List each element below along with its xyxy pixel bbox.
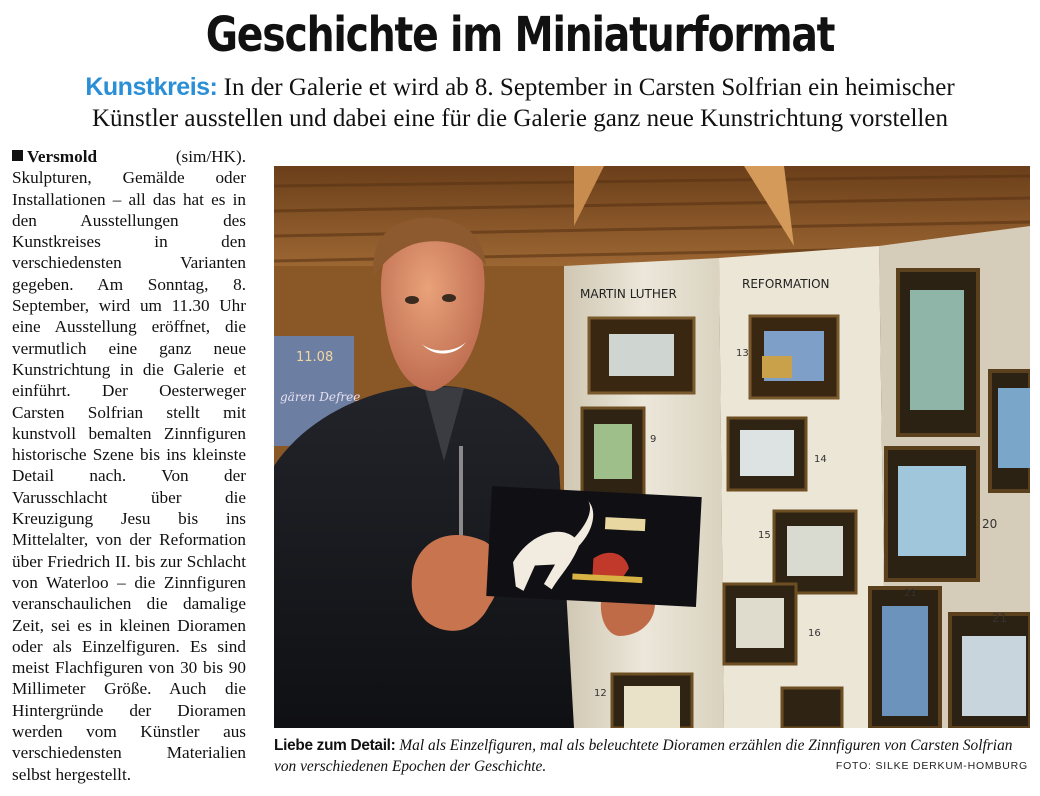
- square-bullet-icon: [12, 150, 23, 161]
- byline: (sim/HK).: [175, 147, 246, 166]
- frame-number-16: 16: [808, 628, 821, 639]
- frame-number-15: 15: [758, 530, 771, 541]
- sign-martin-luther: MARTIN LUTHER: [580, 287, 677, 301]
- sign-reformation: REFORMATION: [742, 277, 830, 291]
- frame-number-21b: 21: [992, 611, 1008, 625]
- subheadline: [40, 72, 1000, 134]
- body-text: Skulpturen, Gemälde oder Installationen – all das hat es in den Ausstellungen des Kunstkreises in den verschiedensten Varianten gegeben. Am Sonntag, 8. September, wird um 11.30 Uhr eine Ausstellung eröffnet, die vermutlich eine ganz neue Kunstrichtung in die Galerie et einführt. Der Oesterweger Carsten Solfrian stellt mit kunstvoll bemalten Zinnfiguren historische Szene bis ins kleinste Detail nach. Von der Varusschlacht über die Kreuzigung Jesu bis ins Mittelalter, von der Reformation über Friedrich II. bis zur Schlacht von Waterloo – die Zinnfiguren veranschaulichen die damalige Zeit, sei es in kleinen Dioramen oder als Einzelfiguren. Es sind meist Flachfiguren von 30 bis 90 Millimeter Größe. Auch die Hintergründe der Dioramen werden vom Künstler aus verschiedensten Materialien selbst hergestellt.: [12, 168, 246, 784]
- caption-text: Mal als Einzelfiguren, mal als beleuchtete Dioramen erzählen die Zinnfiguren von Carsten Solfrian von verschiedenen Epochen der Geschichte.: [274, 737, 1013, 775]
- poster-subtext: gären Defree: [280, 390, 361, 404]
- held-plaque: [486, 486, 701, 607]
- article-photo: [274, 166, 1030, 728]
- subhead-text: In der Galerie et wird ab 8. September in Carsten Solfrian ein heimischer Künstler ausstellen und dabei eine für die Galerie ganz neue Kunstrichtung vorstellen: [92, 74, 955, 132]
- subhead-kicker: Kunstkreis:: [85, 73, 218, 101]
- dateline: Versmold: [27, 147, 98, 166]
- frame-number-20: 20: [982, 517, 998, 531]
- article-body: [12, 146, 246, 785]
- frame-number-9: 9: [650, 434, 657, 445]
- frame-number-21a: 21: [904, 588, 917, 599]
- caption-lead: Liebe zum Detail:: [274, 737, 396, 754]
- photo-credit: FOTO: SILKE DERKUM-HOMBURG: [835, 760, 1028, 772]
- frame-number-14: 14: [814, 454, 827, 465]
- frame-number-12: 12: [594, 688, 607, 699]
- poster-text: 11.08: [296, 350, 334, 365]
- headline: Geschichte im Miniaturformat: [205, 7, 835, 63]
- frame-number-13: 13: [736, 348, 749, 359]
